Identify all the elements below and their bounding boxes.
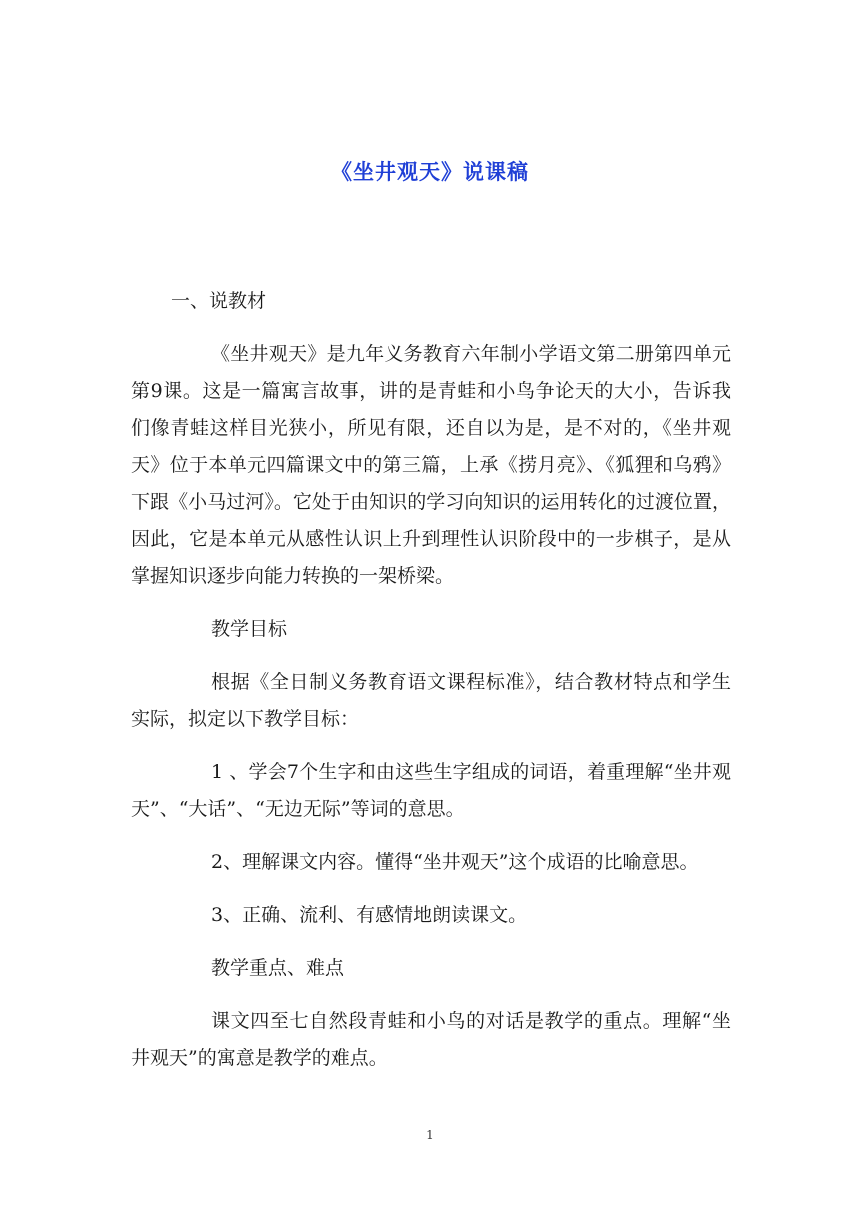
- goal-item-3: 3、正确、流利、有感情地朗读课文。: [211, 904, 528, 926]
- paragraph-key-points: 课文四至七自然段青蛙和小鸟的对话是教学的重点。理解“坐井观天”的寓意是教学的难点。: [131, 1010, 731, 1069]
- page-number: 1: [426, 1128, 434, 1142]
- goal-item-1: 1 、学会7个生字和由这些生字组成的词语，着重理解“坐井观天”、“大话”、“无边无际”等词的意思。: [131, 761, 731, 820]
- goal-item-2: 2、理解课文内容。懂得“坐井观天”这个成语的比喻意思。: [211, 851, 699, 873]
- section-heading: 一、说教材: [171, 290, 267, 312]
- heading-key-difficult-points: 教学重点、难点: [211, 957, 345, 979]
- heading-teaching-goals: 教学目标: [211, 618, 288, 640]
- document-title: 《坐井观天》说课稿: [331, 159, 529, 184]
- document-body: [131, 283, 731, 1093]
- paragraph-goals-basis: 根据《全日制义务教育语文课程标准》，结合教材特点和学生实际，拟定以下教学目标：: [131, 671, 731, 730]
- paragraph-intro: 《坐井观天》是九年义务教育六年制小学语文第二册第四单元第9课。这是一篇寓言故事，讲的是青蛙和小鸟争论天的大小，告诉我们像青蛙这样目光狭小，所见有限，还自以为是，是不对的，《坐井观天》位于本单元四篇课文中的第三篇，上承《捞月亮》、《狐狸和乌鸦》下跟《小马过河》。它处于由知识的学习向知识的运用转化的过渡位置，因此，它是本单元从感性认识上升到理性认识阶段中的一步棋子，是从掌握知识逐步向能力转换的一架桥梁。: [131, 343, 731, 587]
